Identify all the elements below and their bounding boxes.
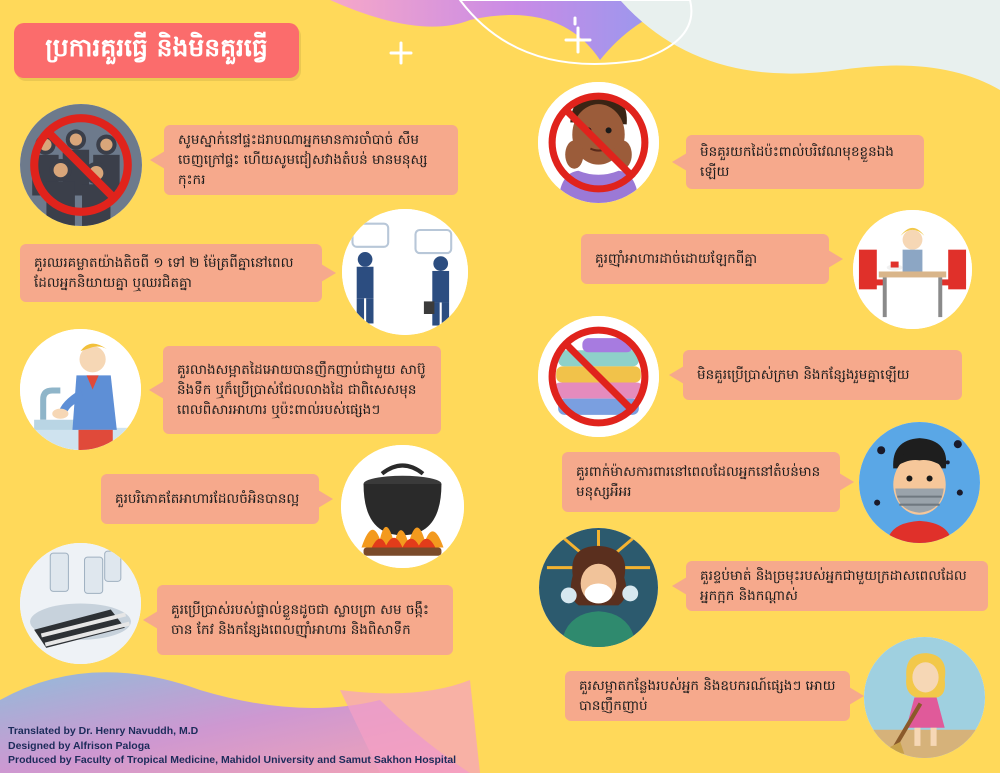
- credit-producer: Produced by Faculty of Tropical Medicine, Mahidol University and Samut Sakhon Hospital: [8, 754, 457, 766]
- list-item: គួរបរិភោគតែអាហារដែលចំអិនបានល្អ: [101, 474, 319, 524]
- cleaning-girl-icon: [864, 637, 985, 758]
- sneezing-tissue-icon: [539, 528, 658, 647]
- list-item: គួរពាក់ម៉ាសការពារនៅពេលដែលអ្នកនៅតំបន់មានមនុស្សអឺអរ: [562, 452, 840, 512]
- list-item: គួរលាងសម្អាតដៃអោយបានញឹកញាប់ជាមួយ សាប៊ូនិងទឹក ឬក៏ប្រើប្រាស់ជែលលាងដៃ ជាពិសេសមុនពេលពិសារអាហារ ឬប៉ះពាល់របស់ផ្សេងៗ: [163, 346, 441, 434]
- towels-prohibited-icon: [538, 316, 659, 437]
- cooking-pot-icon: [341, 445, 464, 568]
- credits: [8, 724, 456, 768]
- two-people-distance-icon: [342, 209, 468, 335]
- page-title: ប្រការគួរធ្វើ និងមិនគួរធ្វើ: [14, 23, 299, 78]
- hand-washing-icon: [20, 329, 141, 450]
- list-item: គួរញ៉ាំអាហារដាច់ដោយឡែកពីគ្នា: [581, 234, 829, 284]
- list-item: មិនគួរប្រើប្រាស់ក្រមា និងកន្សែងរួមគ្នាឡើយ: [683, 350, 962, 400]
- list-item: គួរខ្ទប់មាត់ និងច្រមុះរបស់អ្នកជាមួយក្រដាសពេលដែលអ្នកក្អក និងកណ្តាស់: [686, 561, 988, 611]
- list-item: គួរសម្អាតកន្លែងរបស់អ្នក និងឧបករណ៍ផ្សេងៗ អោយបានញឹកញាប់: [565, 671, 850, 721]
- eating-alone-icon: [853, 210, 972, 329]
- cutlery-glasses-icon: [20, 543, 141, 664]
- list-item: គួរឈរគម្លាតយ៉ាងតិចពី ១ ទៅ ២ ម៉ែត្រពីគ្នានៅពេល ដែលអ្នកនិយាយគ្នា ឬឈរជិតគ្នា: [20, 244, 322, 302]
- crowd-prohibited-icon: [20, 104, 142, 226]
- list-item: សូមស្នាក់នៅផ្ទះដរាបណាអ្នកមានការចាំបាច់ សឹមចេញក្រៅផ្ទះ ហើយសូមជៀសវាងតំបន់ មានមនុស្សកុះករ: [164, 125, 458, 195]
- credit-translator: Translated by Dr. Henry Navuddh, M.D: [8, 725, 199, 737]
- list-item: គួរប្រើប្រាស់របស់ផ្ទាល់ខ្លួនដូចជា ស្លាបព្រា សម ចង្កឹះ ចាន កែវ និងកន្សែងពេលញ៉ាំអាហារ និងពិសាទឹក: [157, 585, 453, 655]
- list-item: មិនគួរយកដៃប៉ះពាល់បរិវេណមុខខ្លួនឯងឡើយ: [686, 135, 924, 189]
- face-mask-icon: [859, 422, 980, 543]
- credit-designer: Designed by Alfrison Paloga: [8, 739, 150, 752]
- face-touch-prohibited-icon: [538, 82, 659, 203]
